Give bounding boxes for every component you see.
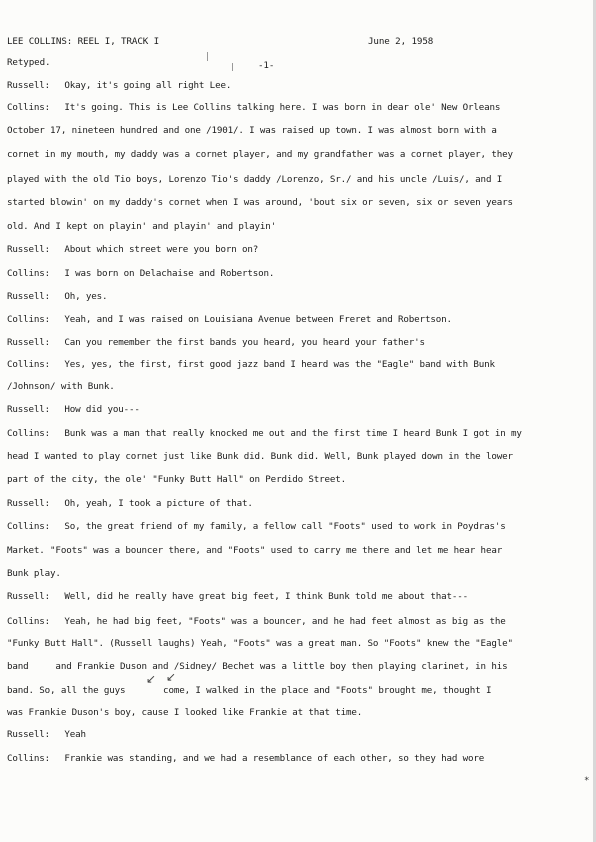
transcript-line [7, 568, 61, 579]
speaker-label: Collins: [7, 268, 51, 279]
speaker-label: Russell: [7, 591, 51, 602]
transcript-line [7, 404, 140, 415]
transcript-line [7, 638, 513, 649]
speaker-label: Collins: [7, 616, 51, 627]
transcript-line [7, 474, 346, 485]
line-text: part of the city, the ole' "Funky Butt Hall" on Perdido Street. [7, 474, 347, 485]
line-text: Okay, it's going all right Lee. [64, 80, 232, 91]
line-text: Yeah, and I was raised on Louisiana Avenue between Freret and Robertson. [64, 314, 452, 325]
line-text: Frankie was standing, and we had a resemblance of each other, so they had wore [64, 753, 485, 764]
speaker-label: Collins: [7, 753, 51, 764]
transcript-line [7, 498, 253, 509]
line-text: Market. "Foots" was a bouncer there, and "Foots" used to carry me there and let me hear hear [7, 545, 503, 556]
transcript-line [7, 381, 115, 392]
handwritten-arrow-icon: ↙ [166, 670, 177, 684]
transcript-line [7, 428, 522, 439]
transcript-line [7, 314, 452, 325]
transcript-line [7, 125, 497, 136]
speaker-label: Collins: [7, 521, 51, 532]
transcript-line [7, 221, 276, 232]
speaker-label: Russell: [7, 729, 51, 740]
line-text: Yeah [64, 729, 86, 740]
header-date: June 2, 1958 [368, 36, 434, 47]
speaker-label: Russell: [7, 80, 51, 91]
line-text: cornet in my mouth, my daddy was a cornet player, and my grandfather was a cornet player, they [7, 149, 513, 160]
line-text: Can you remember the first bands you heard, you heard your father's [64, 337, 425, 348]
line-text: old. And I kept on playin' and playin' and playin' [7, 221, 277, 232]
line-text: Oh, yeah, I took a picture of that. [64, 498, 253, 509]
transcript-line [7, 729, 86, 740]
transcript-line [7, 545, 502, 556]
transcript-line [7, 268, 274, 279]
page-number: -1- [258, 60, 275, 71]
speaker-label: Russell: [7, 244, 51, 255]
line-text: How did you--- [64, 404, 140, 415]
line-text: Bunk play. [7, 568, 61, 579]
speaker-label: Collins: [7, 314, 51, 325]
transcript-line [7, 707, 362, 718]
transcript-line [7, 174, 502, 185]
transcript-line [7, 616, 506, 627]
transcript-line [7, 753, 484, 764]
handwritten-arrow-icon: ↙ [146, 672, 157, 686]
transcript-line [7, 102, 500, 113]
line-text: Yes, yes, the first, first good jazz band I heard was the "Eagle" band with Bunk [64, 359, 495, 370]
line-text: About which street were you born on? [64, 244, 259, 255]
transcript-line [7, 197, 513, 208]
header-title: LEE COLLINS: REEL I, TRACK I [7, 36, 160, 47]
line-text: was Frankie Duson's boy, cause I looked like Frankie at that time. [7, 707, 363, 718]
line-text: /Johnson/ with Bunk. [7, 381, 115, 392]
line-text: played with the old Tio boys, Lorenzo Tio's daddy /Lorenzo, Sr./ and his uncle /Luis/, and I [7, 174, 503, 185]
speaker-label: Russell: [7, 291, 51, 302]
transcript-line [7, 149, 513, 160]
line-text: Yeah, he had big feet, "Foots" was a bouncer, and he had feet almost as big as the [64, 616, 506, 627]
line-text: head I wanted to play cornet just like Bunk did. Bunk did. Well, Bunk played down in the lower [7, 451, 513, 462]
line-text: October 17, nineteen hundred and one /1901/. I was raised up town. I was almost born with a [7, 125, 497, 136]
margin-mark: * [584, 776, 590, 786]
speaker-label: Collins: [7, 359, 51, 370]
transcript-line [7, 80, 231, 91]
line-text: Bunk was a man that really knocked me out and the first time I heard Bunk I got in my [64, 428, 522, 439]
line-text: It's going. This is Lee Collins talking here. I was born in dear ole' New Orleans [64, 102, 501, 113]
line-text: "Funky Butt Hall". (Russell laughs) Yeah, "Foots" was a great man. So "Foots" knew the "Eagle" [7, 638, 513, 649]
transcript-line [7, 451, 513, 462]
speaker-label: Collins: [7, 102, 51, 113]
line-text: Well, did he really have great big feet, I think Bunk told me about that--- [64, 591, 468, 602]
line-text: I was born on Delachaise and Robertson. [64, 268, 275, 279]
pencil-mark [232, 63, 233, 71]
line-text: band and Frankie Duson and /Sidney/ Bechet was a little boy then playing clarinet, in his [7, 661, 508, 672]
transcript-line [7, 685, 491, 696]
speaker-label: Russell: [7, 498, 51, 509]
speaker-label: Collins: [7, 428, 51, 439]
transcript-line [7, 337, 425, 348]
transcript-line [7, 661, 507, 672]
pencil-mark [207, 52, 208, 61]
retyped-note: Retyped. [7, 57, 51, 68]
transcript-line [7, 359, 495, 370]
transcript-line [7, 291, 107, 302]
line-text: band. So, all the guys come, I walked in the place and "Foots" brought me, thought I [7, 685, 492, 696]
transcript-line [7, 521, 506, 532]
transcript-line [7, 591, 468, 602]
line-text: started blowin' on my daddy's cornet when I was around, 'bout six or seven, six or seven years [7, 197, 513, 208]
line-text: So, the great friend of my family, a fellow call "Foots" used to work in Poydras's [64, 521, 506, 532]
speaker-label: Russell: [7, 337, 51, 348]
line-text: Oh, yes. [64, 291, 108, 302]
transcript-line [7, 244, 258, 255]
speaker-label: Russell: [7, 404, 51, 415]
